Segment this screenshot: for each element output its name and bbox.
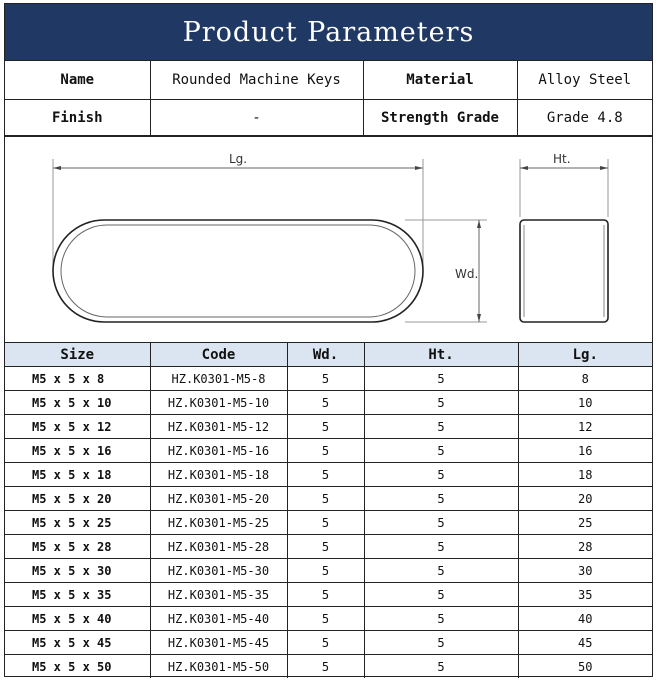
sizes-table-body <box>5 367 652 679</box>
width-cell: 5 <box>287 415 364 439</box>
product-sheet <box>4 3 653 677</box>
length-cell: 8 <box>518 367 652 391</box>
size-cell: M5 x 5 x 25 <box>5 511 150 535</box>
strength-grade-label: Strength Grade <box>363 100 517 136</box>
parameters-table <box>5 61 652 136</box>
length-cell: 28 <box>518 535 652 559</box>
size-cell: M5 x 5 x 12 <box>5 415 150 439</box>
size-cell: M5 x 5 x 30 <box>5 559 150 583</box>
length-cell: 10 <box>518 391 652 415</box>
table-row <box>5 607 652 631</box>
name-value: Rounded Machine Keys <box>150 61 363 100</box>
table-row <box>5 559 652 583</box>
width-dimension-label: Wd. <box>455 267 479 281</box>
code-cell: HZ.K0301-M5-20 <box>150 487 287 511</box>
length-dimension-label: Lg. <box>229 152 248 166</box>
code-cell: HZ.K0301-M5-18 <box>150 463 287 487</box>
width-cell: 5 <box>287 439 364 463</box>
length-cell: 45 <box>518 631 652 655</box>
key-drawing-svg <box>5 137 652 342</box>
table-row <box>5 655 652 679</box>
size-cell: M5 x 5 x 8 <box>5 367 150 391</box>
code-cell: HZ.K0301-M5-50 <box>150 655 287 679</box>
height-cell: 5 <box>364 463 518 487</box>
key-inner-outline <box>61 225 415 317</box>
size-cell: M5 x 5 x 45 <box>5 631 150 655</box>
length-cell: 20 <box>518 487 652 511</box>
height-cell: 5 <box>364 583 518 607</box>
size-cell: M5 x 5 x 18 <box>5 463 150 487</box>
table-row <box>5 391 652 415</box>
size-cell: M5 x 5 x 10 <box>5 391 150 415</box>
size-cell: M5 x 5 x 28 <box>5 535 150 559</box>
width-cell: 5 <box>287 511 364 535</box>
header-code: Code <box>150 343 287 367</box>
sizes-table <box>5 343 652 678</box>
width-cell: 5 <box>287 559 364 583</box>
length-cell: 16 <box>518 439 652 463</box>
page-title: Product Parameters <box>5 4 652 61</box>
length-cell: 18 <box>518 463 652 487</box>
code-cell: HZ.K0301-M5-35 <box>150 583 287 607</box>
params-row <box>5 61 652 100</box>
width-cell: 5 <box>287 367 364 391</box>
length-cell: 25 <box>518 511 652 535</box>
width-cell: 5 <box>287 463 364 487</box>
height-cell: 5 <box>364 511 518 535</box>
material-value: Alloy Steel <box>517 61 652 100</box>
table-row <box>5 535 652 559</box>
table-row <box>5 415 652 439</box>
height-cell: 5 <box>364 535 518 559</box>
table-row <box>5 631 652 655</box>
code-cell: HZ.K0301-M5-16 <box>150 439 287 463</box>
finish-label: Finish <box>5 100 150 136</box>
size-cell: M5 x 5 x 40 <box>5 607 150 631</box>
height-cell: 5 <box>364 559 518 583</box>
width-cell: 5 <box>287 607 364 631</box>
material-label: Material <box>363 61 517 100</box>
code-cell: HZ.K0301-M5-8 <box>150 367 287 391</box>
size-cell: M5 x 5 x 20 <box>5 487 150 511</box>
size-cell: M5 x 5 x 50 <box>5 655 150 679</box>
table-row <box>5 583 652 607</box>
key-side-view <box>520 220 608 322</box>
width-cell: 5 <box>287 655 364 679</box>
name-label: Name <box>5 61 150 100</box>
size-cell: M5 x 5 x 35 <box>5 583 150 607</box>
length-cell: 12 <box>518 415 652 439</box>
height-cell: 5 <box>364 487 518 511</box>
table-row <box>5 439 652 463</box>
height-cell: 5 <box>364 631 518 655</box>
header-size: Size <box>5 343 150 367</box>
key-outline <box>53 220 423 322</box>
table-row <box>5 511 652 535</box>
table-row <box>5 487 652 511</box>
width-cell: 5 <box>287 535 364 559</box>
height-cell: 5 <box>364 439 518 463</box>
length-cell: 30 <box>518 559 652 583</box>
header-width: Wd. <box>287 343 364 367</box>
width-cell: 5 <box>287 391 364 415</box>
code-cell: HZ.K0301-M5-28 <box>150 535 287 559</box>
height-cell: 5 <box>364 367 518 391</box>
table-row <box>5 463 652 487</box>
table-row <box>5 367 652 391</box>
length-cell: 40 <box>518 607 652 631</box>
header-length: Lg. <box>518 343 652 367</box>
code-cell: HZ.K0301-M5-10 <box>150 391 287 415</box>
code-cell: HZ.K0301-M5-45 <box>150 631 287 655</box>
technical-drawing <box>5 136 652 343</box>
height-cell: 5 <box>364 655 518 679</box>
width-cell: 5 <box>287 631 364 655</box>
height-cell: 5 <box>364 607 518 631</box>
height-cell: 5 <box>364 391 518 415</box>
code-cell: HZ.K0301-M5-40 <box>150 607 287 631</box>
code-cell: HZ.K0301-M5-30 <box>150 559 287 583</box>
width-cell: 5 <box>287 583 364 607</box>
finish-value: - <box>150 100 363 136</box>
code-cell: HZ.K0301-M5-12 <box>150 415 287 439</box>
size-cell: M5 x 5 x 16 <box>5 439 150 463</box>
width-cell: 5 <box>287 487 364 511</box>
length-cell: 50 <box>518 655 652 679</box>
length-cell: 35 <box>518 583 652 607</box>
params-row <box>5 100 652 136</box>
table-header-row <box>5 343 652 367</box>
code-cell: HZ.K0301-M5-25 <box>150 511 287 535</box>
height-dimension-label: Ht. <box>553 152 571 166</box>
strength-grade-value: Grade 4.8 <box>517 100 652 136</box>
height-cell: 5 <box>364 415 518 439</box>
header-height: Ht. <box>364 343 518 367</box>
